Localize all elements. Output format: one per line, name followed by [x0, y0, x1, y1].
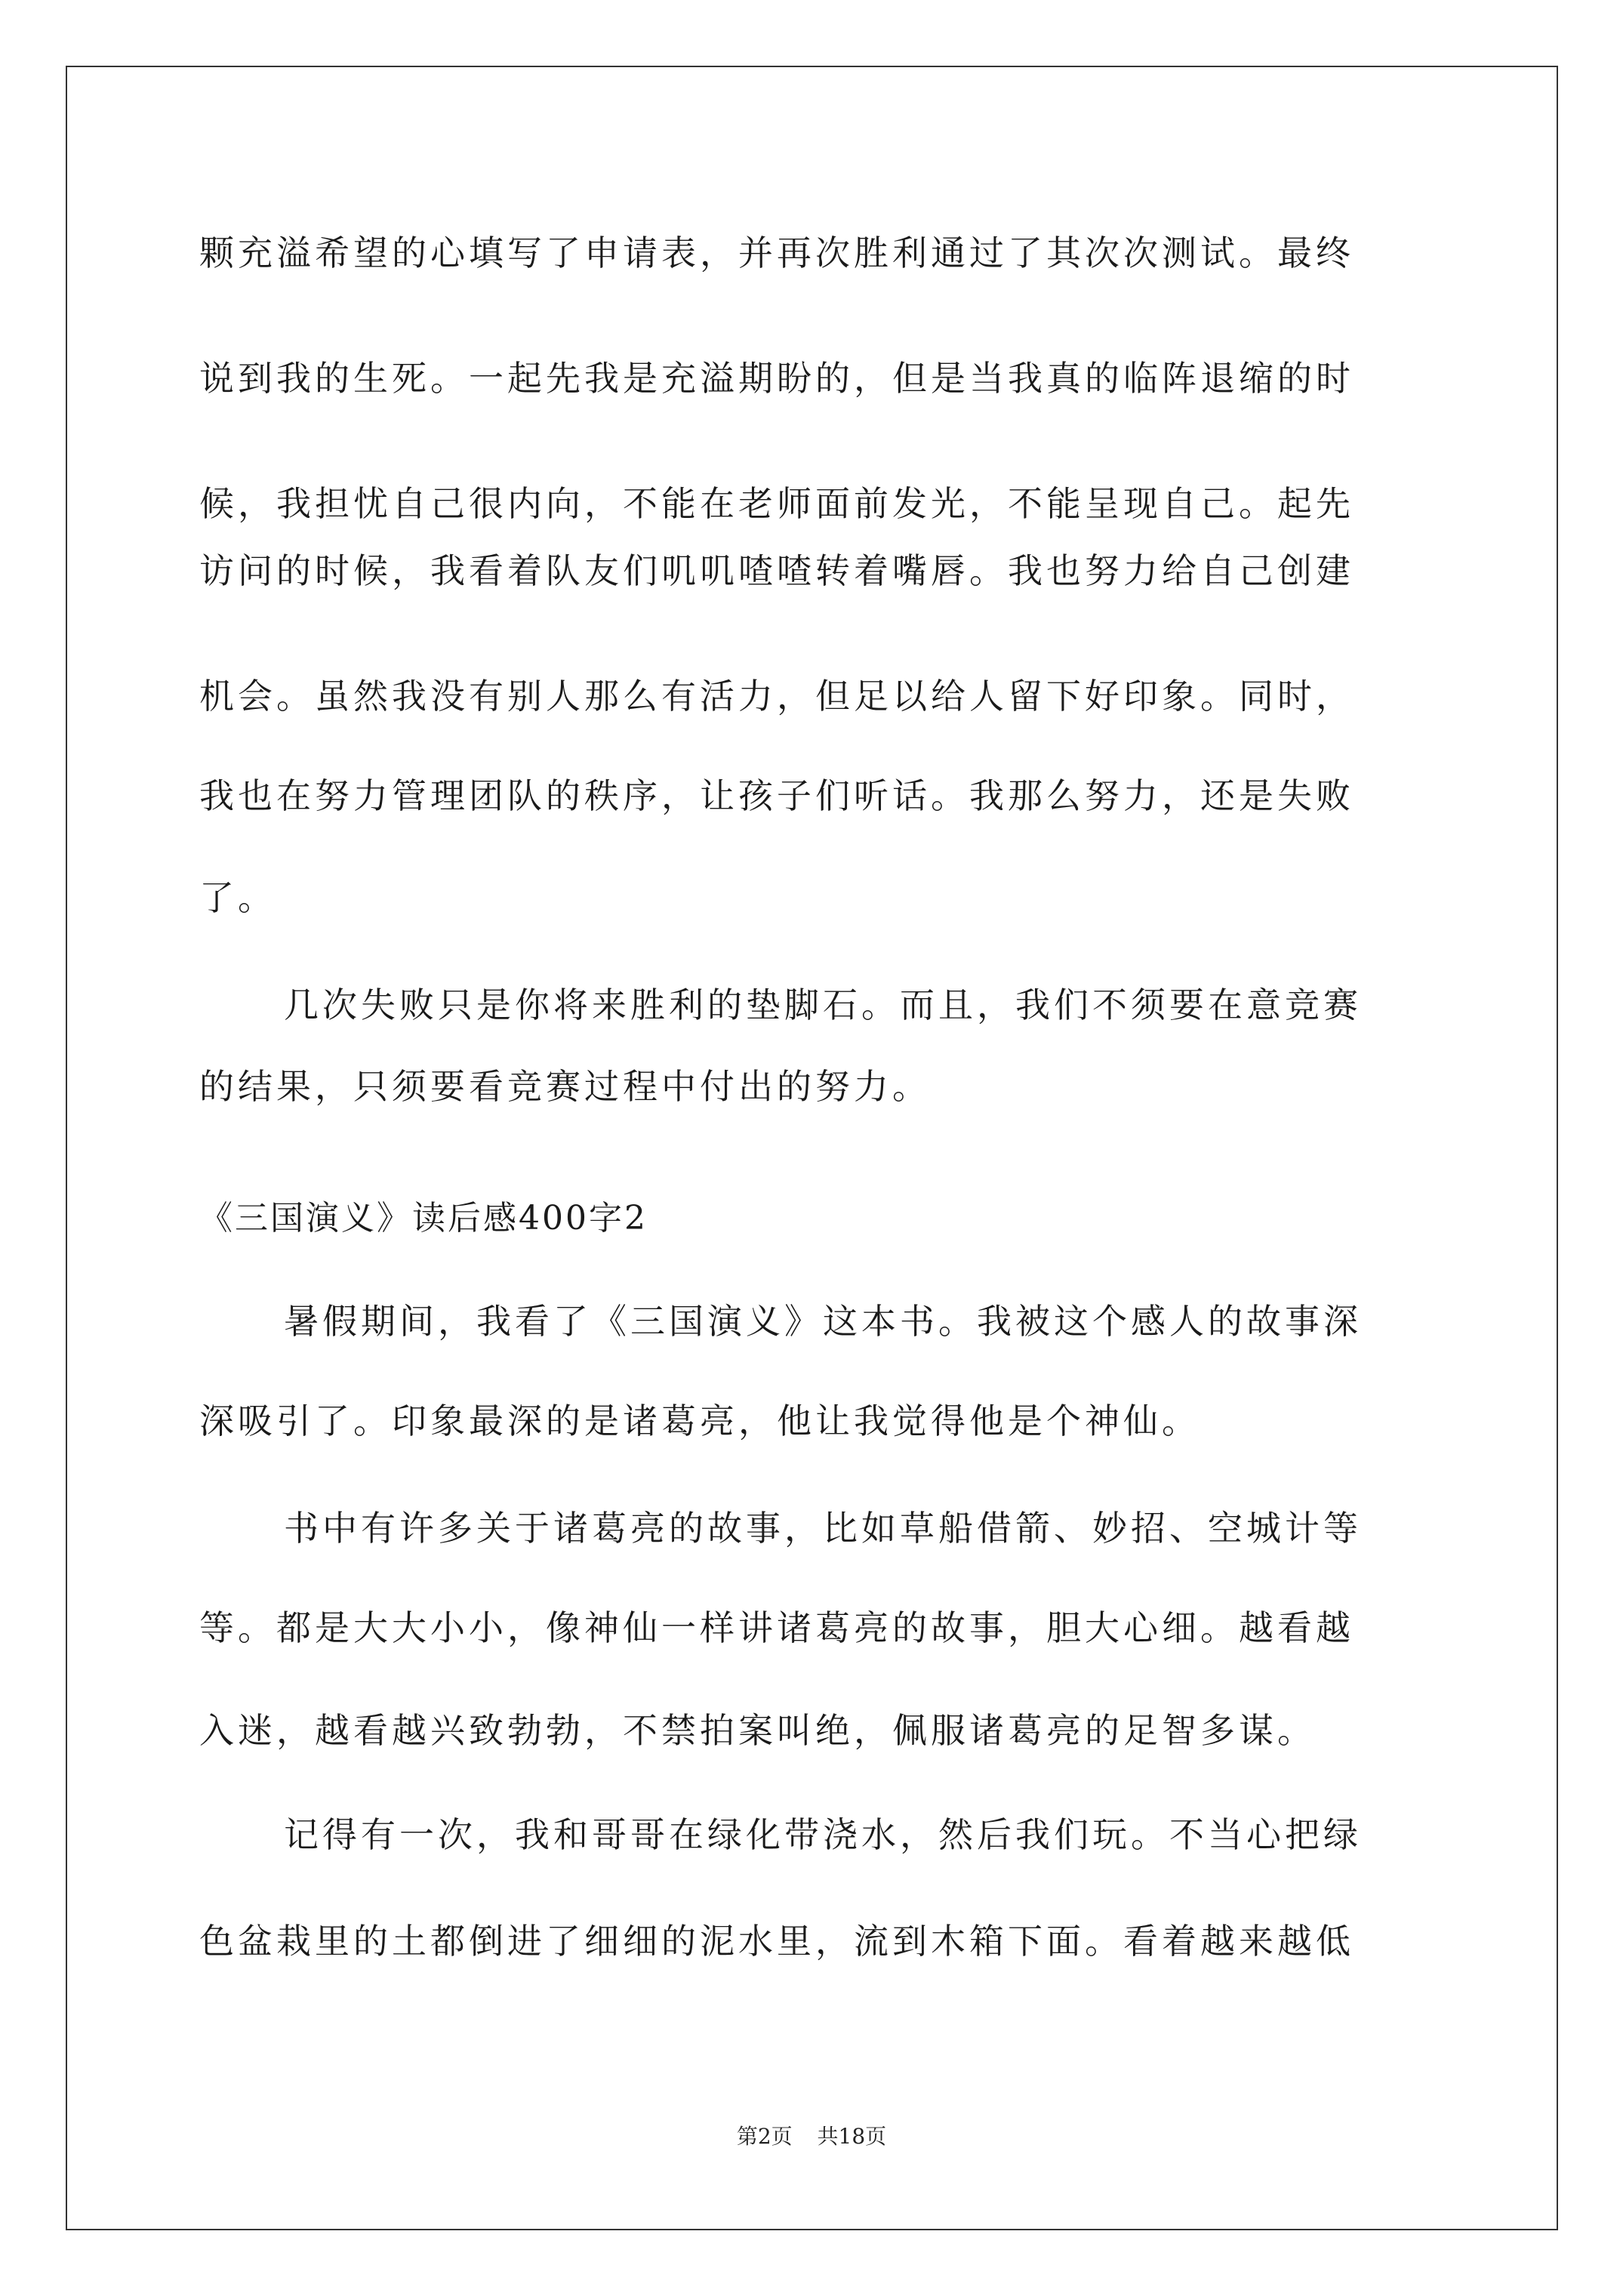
paragraph-first-line: 暑假期间，我看了《三国演义》这本书。我被这个感人的故事深 [284, 1301, 1362, 1342]
body-text-line: 的结果，只须要看竞赛过程中付出的努力。 [199, 1066, 931, 1107]
body-text-line: 了。 [199, 877, 276, 918]
body-text-line: 我也在努力管理团队的秩序，让孩子们听话。我那么努力，还是失败 [199, 775, 1354, 816]
body-text-line: 访问的时候，我看着队友们叽叽喳喳转着嘴唇。我也努力给自己创建 [199, 550, 1354, 591]
body-text-line: 机会。虽然我没有别人那么有活力，但足以给人留下好印象。同时， [199, 676, 1354, 717]
body-text-line: 候，我担忧自己很内向，不能在老师面前发光，不能呈现自己。起先 [199, 483, 1354, 524]
page-number: 第2页 [736, 2124, 793, 2149]
page-footer [0, 2123, 1623, 2150]
paragraph-first-line: 书中有许多关于诸葛亮的故事，比如草船借箭、妙招、空城计等 [284, 1508, 1362, 1549]
paragraph-first-line: 记得有一次，我和哥哥在绿化带浇水，然后我们玩。不当心把绿 [284, 1814, 1362, 1855]
page-total: 共18页 [817, 2124, 887, 2149]
paragraph-first-line: 几次失败只是你将来胜利的垫脚石。而且，我们不须要在意竞赛 [284, 985, 1362, 1025]
body-text-line: 入迷，越看越兴致勃勃，不禁拍案叫绝，佩服诸葛亮的足智多谋。 [199, 1710, 1316, 1751]
body-text-line: 等。都是大大小小，像神仙一样讲诸葛亮的故事，胆大心细。越看越 [199, 1607, 1354, 1648]
section-title: 《三国演义》读后感400字2 [199, 1199, 648, 1237]
body-text-line: 颗充溢希望的心填写了申请表，并再次胜利通过了其次次测试。最终 [199, 233, 1354, 273]
body-text-line: 说到我的生死。一起先我是充溢期盼的，但是当我真的临阵退缩的时 [199, 358, 1354, 399]
body-text-line: 深吸引了。印象最深的是诸葛亮，他让我觉得他是个神仙。 [199, 1401, 1200, 1441]
body-text-line: 色盆栽里的土都倒进了细细的泥水里，流到木箱下面。看着越来越低 [199, 1921, 1354, 1962]
